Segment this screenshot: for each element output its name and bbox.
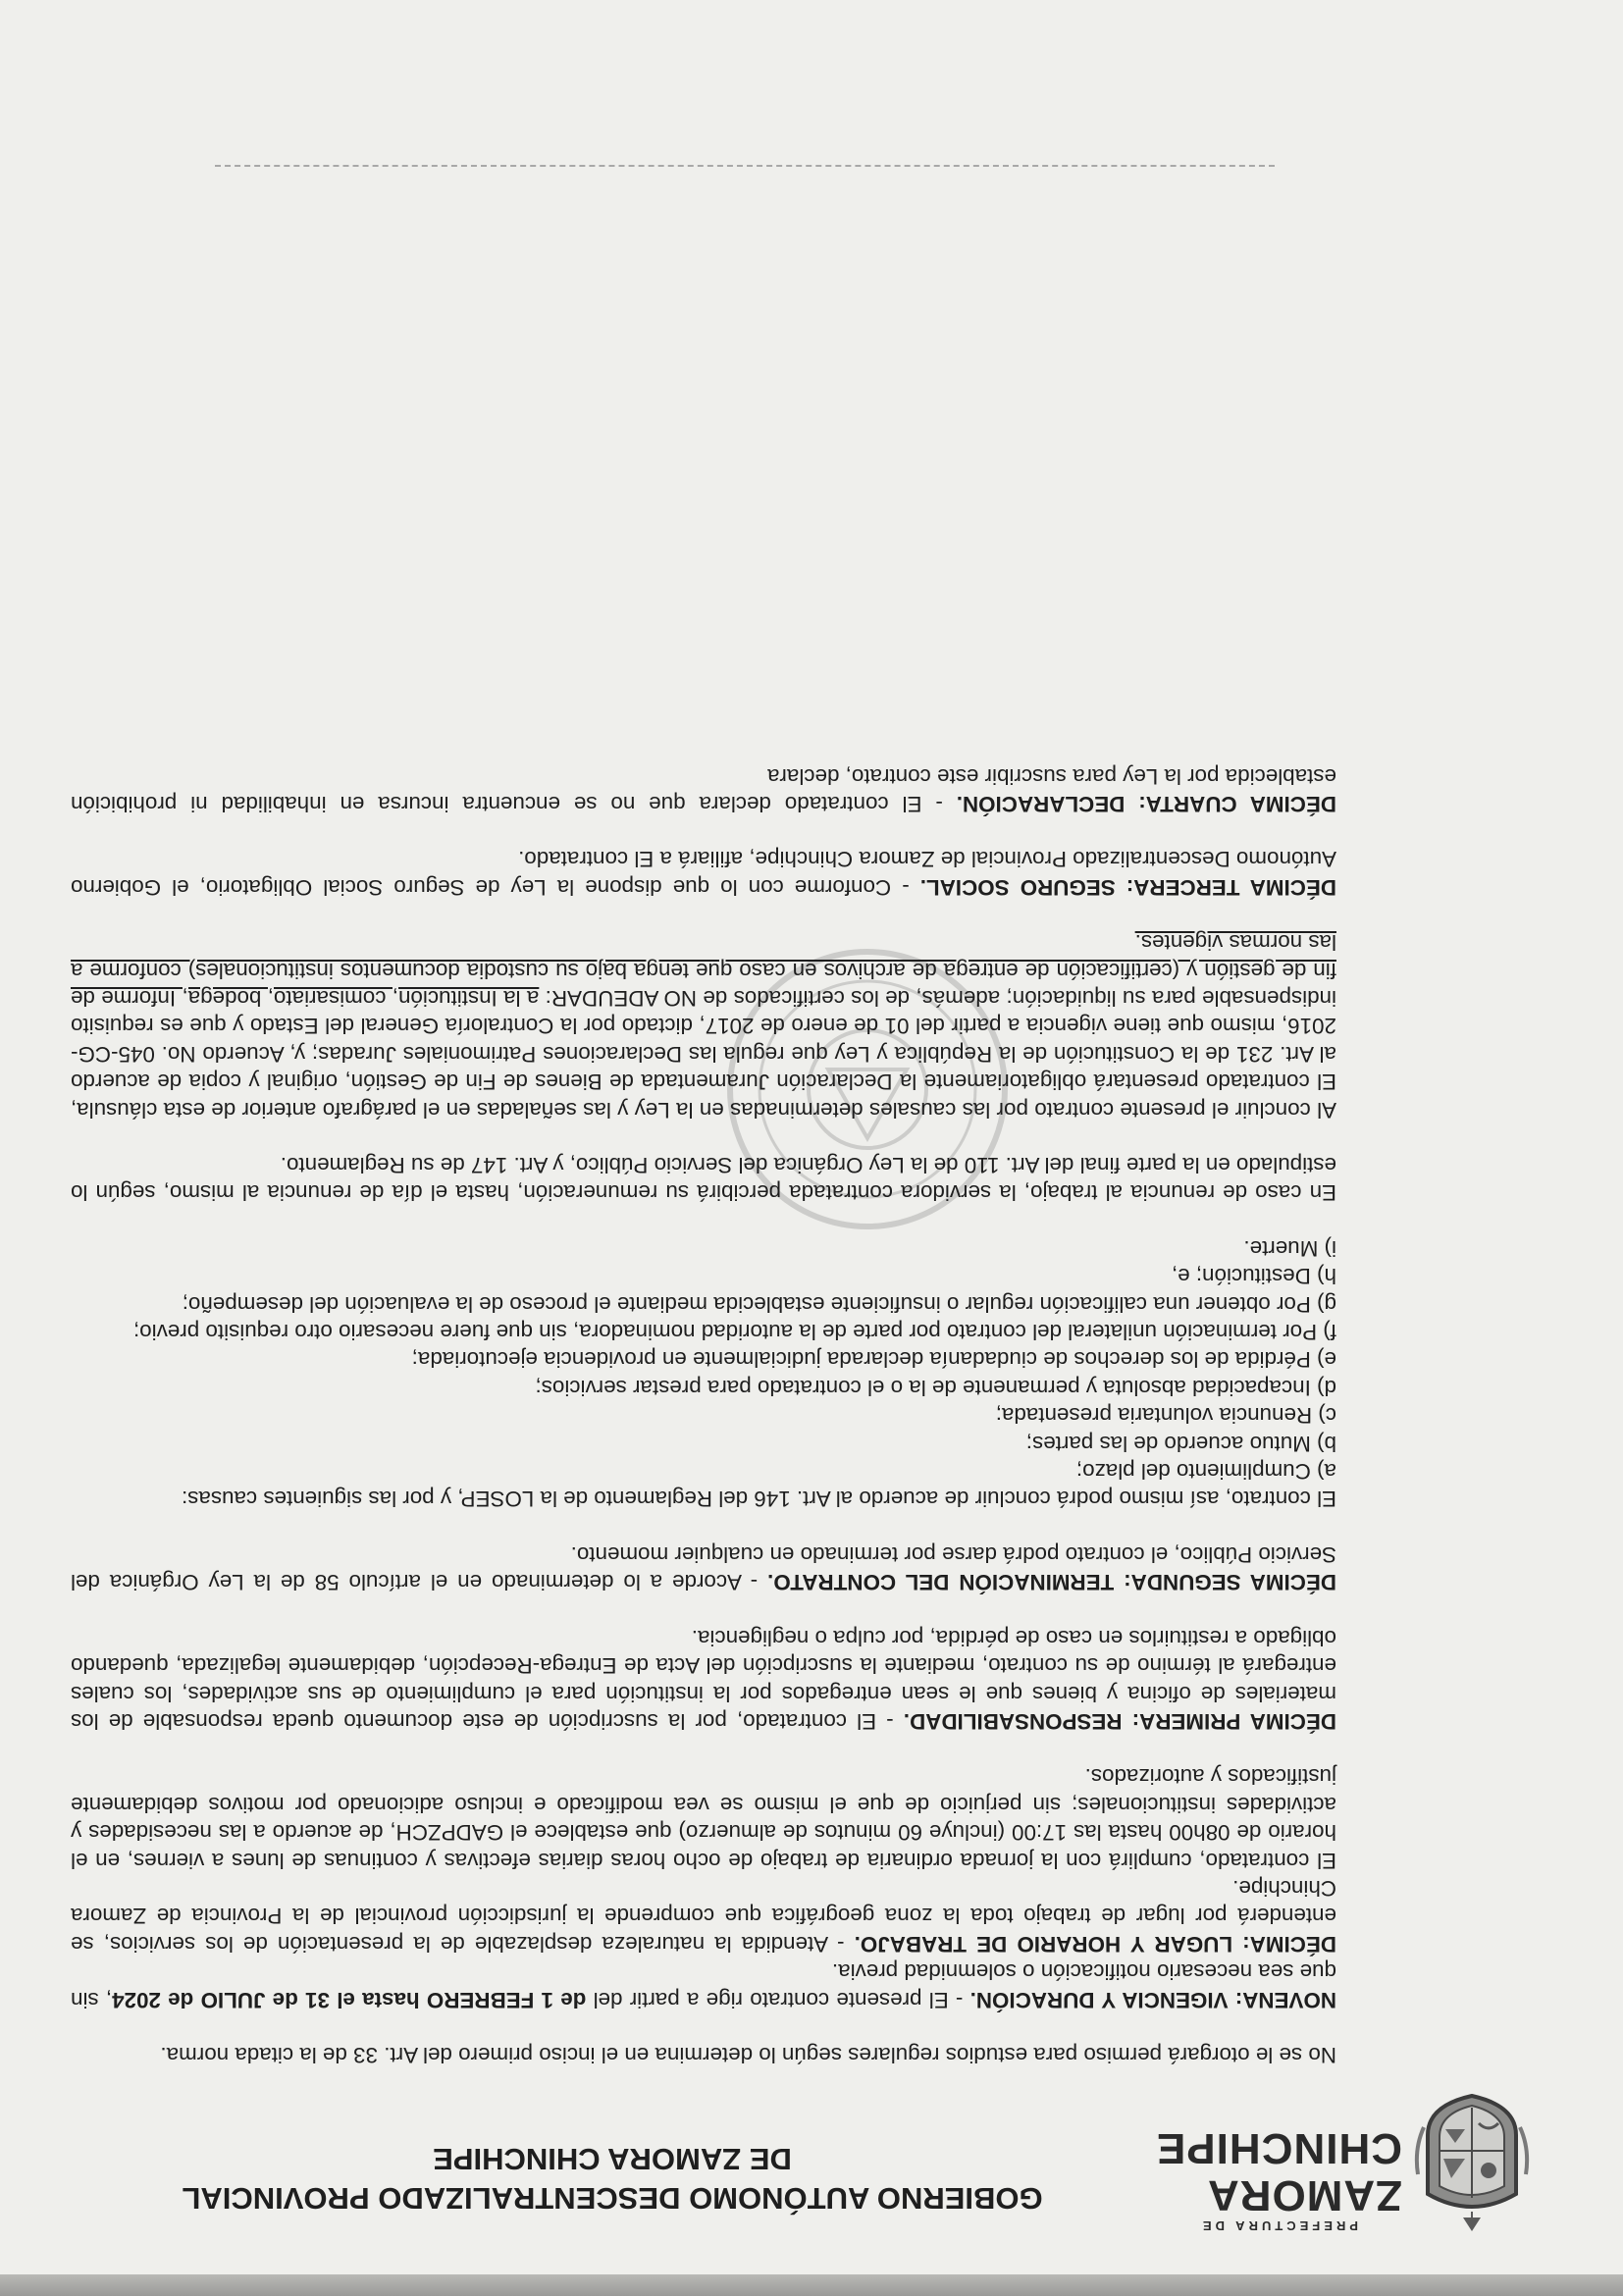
list-item: i) Muerte. [1243,1235,1336,1261]
clause-primera [71,1623,1336,1735]
list-item: d) Incapacidad absoluta y permanente de la o el contratado para prestar servicios; [535,1375,1336,1400]
scan-edge-bar [0,2274,1623,2296]
clause-cuarta-text: - El contratado declara que no se encuentra incursa en inhabilidad ni prohibición establecida por la Ley para suscribir este contrato, declara [71,763,1336,816]
letterhead [127,2090,1530,2237]
clause-tercera-text: - Conforme con lo que dispone la Ley de Seguro Social Obligatorio, el Gobierno Autónomo Descentralizado Provincial de Zamora Chinchipe, afiliará a El contratado. [71,847,1336,900]
termination-causes-intro: El contrato, así mismo podrá concluir de acuerdo al Art. 146 del Reglamento de la LOSEP, y por las siguientes causas: [182,1487,1336,1512]
list-item: f) Por terminación unilateral del contrato por parte de la autoridad nominadora, sin que fuere necesario otro requisito previo; [133,1320,1336,1345]
brand-line-chinchipe: CHINCHIPE [1155,2124,1402,2172]
clause-novena [71,1957,1336,2013]
clause-novena-dates: de 1 FEBRERO hasta el 31 de JULIO de 2024 [112,1987,587,2012]
list-item: e) Pérdida de los derechos de ciudadanía declarada judicialmente en providencia ejecutoriada; [411,1347,1336,1373]
clause-primera-text: - El contratado, por la suscripción de este documento queda responsable de los materiales de oficina y bienes que le sean entregados por la institución para el cumplimiento de sus actividades, los cuales entregará al término de su contrato, mediante la suscripción del Acta de Entrega-Recepción, debidamente legalizada, quedando obligado a restituirlos en caso de pérdida, por culpa o negligencia. [71,1625,1336,1734]
clause-tercera-title: DÉCIMA TERCERA: SEGURO SOCIAL. [919,874,1336,900]
resignation-paragraph: En caso de renuncia al trabajo, la servidora contratada percibirá su remuneración, hasta el día de renuncia al mismo, según lo estipulado en la parte final del Art. 110 de la Ley Orgánica del Servicio Público, y Art. 147 de su Reglamento. [71,1153,1336,1206]
clause-novena-text-end: , sin que sea necesario notificación o solemnidad previa. [71,1959,1336,2012]
brand-prefix: PREFECTURA DE [1198,2218,1358,2233]
government-name-line2: DE ZAMORA CHINCHIPE [433,2142,792,2176]
clause-novena-text: - El presente contrato rige a partir del [586,1987,970,2012]
page-fold-line [215,165,1275,167]
clause-segunda-title: DÉCIMA SEGUNDA: TERMINACIÓN DEL CONTRATO. [767,1570,1336,1595]
government-name-line1: GOBIERNO AUTÓNOMO DESCENTRALIZADO PROVINCIAL [182,2181,1043,2216]
clause-segunda-text: - Acorde a lo determinado en el artículo 58 de la Ley Orgánica del Servicio Público, el contrato podrá darse por terminado en cualquier momento. [70,1541,1336,1595]
clause-segunda [71,1540,1336,1596]
termination-causes-list [71,1233,1336,1485]
list-item: c) Renuncia voluntaria presentada; [995,1403,1336,1429]
clause-cuarta-title: DÉCIMA CUARTA: DECLARACIÓN. [956,791,1336,816]
clause-cuarta [71,761,1336,817]
list-item: a) Cumplimiento del plazo; [1075,1459,1336,1485]
prefecture-crest-icon [1414,2092,1530,2237]
list-item: g) Por obtener una calificación regular o insuficiente establecida mediante el proceso de la evaluación del desempeño; [182,1291,1336,1317]
prefecture-brand [1098,2124,1402,2233]
conclusion-text: Al concluir el presente contrato por las causales determinadas en la Ley y las señaladas en el parágrafo anterior de esta cláusula, El contratado presentará obligatoriamente la Declaración Juramentada de Bienes de Fin de Gestión, original y copia de acuerdo al Art. 231 de la Constitución de la República y Ley que regula las Declaraciones Patrimoniales Juradas; y, Acuerdo No. 045-CG-2016, mismo que tiene vigencia a partir del 01 de enero de 2017, dictado por la Contraloría General del Estado y que es requisito indispensable para su liquidación; además, de los certificados de NO ADEUDAR: [71,986,1336,1122]
conclusion-underlined-text: a la Institución, comisariato, bodega, Informe de fin de gestión y (certificación de entrega de archivos en caso que tenga bajo su custodia documentos institucionales) conforme a las normas vigentes. [71,930,1336,1011]
list-item: h) Destitución; e, [1171,1264,1336,1289]
work-schedule-paragraph: El contratado, cumplirá con la jornada ordinaria de trabajo de ocho horas diarias efectivas y continuas de lunes a viernes, en el horario de 08h00 hasta las 17:00 (incluye 60 minutos de almuerzo) que establece el GADPZCH, de acuerdo a las necesidades y actividades institucionales; sin perjuicio de que el mismo se vea modificado e incluso adicionado por motivos debidamente justificados y autorizados. [71,1764,1336,1873]
brand-line-zamora: ZAMORA [1206,2171,1402,2219]
contract-body [71,734,1336,2068]
government-name [141,2139,1083,2218]
clause-decima-title: DÉCIMA: LUGAR Y HORARIO DE TRABAJO. [854,1931,1336,1957]
clause-novena-title: NOVENA: VIGENCIA Y DURACIÓN. [969,1987,1336,2012]
clause-decima [71,1874,1336,1957]
clause-decima-text: - Atendida la naturaleza desplazable de la presentación de los servicios, se entenderá por lugar de trabajo toda la zona geográfica que comprende la jurisdicción provincial de la Provincia de Zamora Chinchipe. [71,1875,1336,1957]
clause-primera-title: DÉCIMA PRIMERA: RESPONSABILIDAD. [903,1708,1336,1734]
list-item: b) Mutuo acuerdo de las partes; [1025,1431,1336,1456]
study-permit-paragraph: No se le otorgará permiso para estudios regulares según lo determina en el inciso primero del Art. 33 de la citada norma. [160,2043,1336,2067]
conclusion-paragraph [71,928,1336,1123]
clause-tercera [71,845,1336,901]
